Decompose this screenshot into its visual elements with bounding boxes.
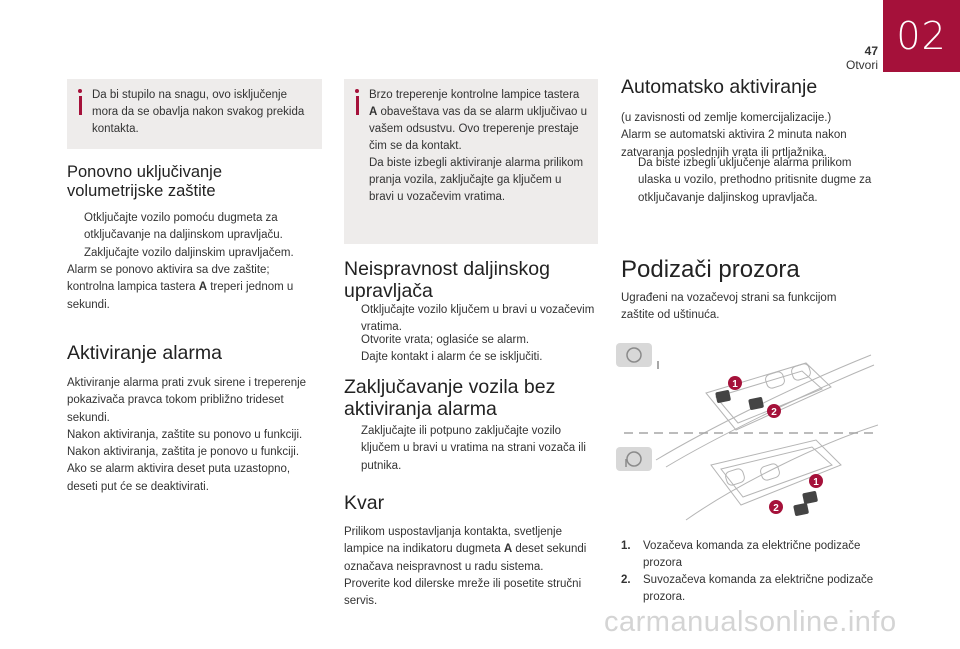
callout-1b-label: 1: [813, 477, 819, 488]
chapter-tab: [883, 0, 960, 72]
chapter-number: 02: [896, 14, 947, 58]
heading-fault: Kvar: [344, 492, 385, 514]
power-windows-text: Ugrađeni na vozačevoj strani sa funkcijom zaštite od uštinuća.: [621, 292, 837, 322]
window-switch-drawing: [616, 335, 878, 525]
list-item: Otključajte vozilo pomoću dugmeta za otključavanje na daljinskom upravljaču.: [84, 212, 283, 242]
alarm-activation-text: Aktiviranje alarma prati zvuk sirene i treperenje pokazivača pravca tokom približno trideset sekundi. Nakon aktiviranja, zaštite su ponovo u funkciji. Nakon aktiviranja, zaštita je ponovo u funkciji. Ako se alarm aktivira deset puta uzastopno, deseti put će se deaktivirati.: [67, 377, 307, 493]
callout-1-label: 1: [732, 379, 738, 390]
list-item: Otvorite vrata; oglasiće se alarm.: [361, 334, 530, 346]
heading-remote-fault: Neispravnost daljinskog upravljača: [344, 258, 550, 302]
watermark: carmanualsonline.info: [604, 606, 897, 638]
callout-2-label: 2: [771, 407, 777, 418]
heading-reactivate-volumetric: Ponovno uključivanje volumetrijske zaštite: [67, 163, 223, 200]
window-switch-illustration: [616, 335, 878, 525]
list-item: Zaključajte ili potpuno zaključajte vozilo ključem u bravi u vratima na strani vozača ili putnika.: [361, 425, 586, 472]
legend-item-1: 1. Vozačeva komanda za električne podizače prozora: [621, 540, 861, 569]
fault-text: Prilikom uspostavljanja kontakta, svetljenje lampice na indikatoru dugmeta A deset sekundi označava neispravnost u radu sistema. Proverite kod dilerske mreže ili posetite stručni servis.: [344, 526, 587, 608]
page-number: 47: [864, 44, 878, 58]
list-item: Zaključajte vozilo daljinskim upravljačem.: [84, 247, 294, 259]
info-icon: [77, 89, 83, 115]
info-text: Da bi stupilo na snagu, ovo isključenje mora da se obavlja nakon svakog prekida kontakta.: [92, 89, 305, 135]
heading-alarm-activation: Aktiviranje alarma: [67, 342, 222, 364]
heading-auto-activation: Automatsko aktiviranje: [621, 76, 818, 98]
section-name: Otvori: [845, 58, 878, 72]
auto-activation-text: (u zavisnosti od zemlje komercijalizacije.) Alarm se automatski aktivira 2 minuta nakon zatvaranja poslednjih vrata ili prtljažnika.: [621, 112, 847, 159]
heading-power-windows: Podizači prozora: [621, 256, 800, 283]
callout-2b-label: 2: [773, 503, 779, 514]
info-text: Brzo treperenje kontrolne lampice tastera A obaveštava vas da se alarm uključivao u vašem odsustvu. Ovo treperenje prestaje čim se da kontakt. Da biste izbegli aktiviranje alarma prilikom pranja vozila, zaključajte ga ključem u bravi u vozačevim vratima.: [369, 89, 587, 203]
list-item: Otključajte vozilo ključem u bravi u vozačevim vratima.: [361, 304, 595, 334]
info-box-flashing: [344, 79, 598, 244]
info-icon: [354, 89, 360, 115]
reactivate-note: Alarm se ponovo aktivira sa dve zaštite; kontrolna lampica tastera A treperi jednom u sekundi.: [67, 264, 294, 311]
heading-lock-without-alarm: Zaključavanje vozila bez aktiviranja alarma: [344, 376, 556, 420]
legend-item-2: 2. Suvozačeva komanda za električne podizače prozora.: [621, 574, 874, 603]
list-item: Da biste izbegli uključenje alarma prilikom ulaska u vozilo, prethodno pritisnite dugme za otključavanje daljinskog upravljača.: [638, 157, 872, 204]
list-item: Dajte kontakt i alarm će se isključiti.: [361, 351, 543, 363]
info-box-disable: [67, 79, 322, 149]
